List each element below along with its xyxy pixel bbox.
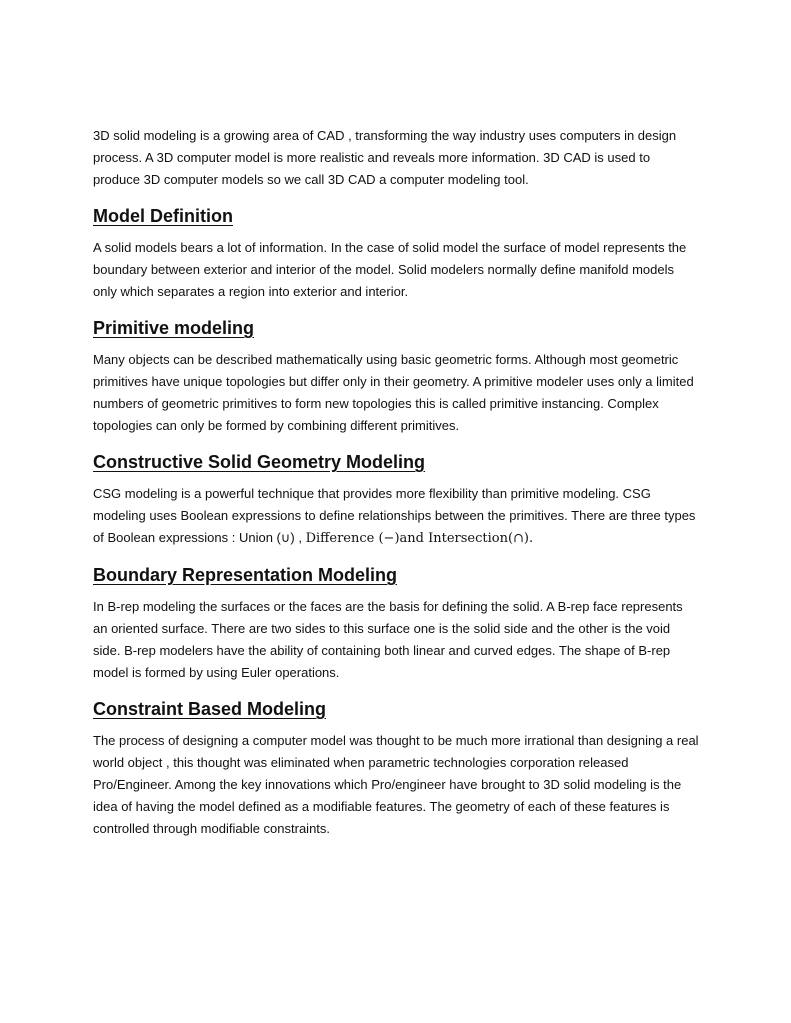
section-body-constraint-modeling: The process of designing a computer model was thought to be much more irrational than designing a real world object , this thought was eliminated when parametric technologies corporation released Pro/Engineer. Among the key innovations which Pro/engineer have brought to 3D solid modeling is the idea of having the model defined as a modifiable features. The geometry of each of these features is controlled through modifiable constraints. — [93, 733, 699, 836]
section-body-csg-modeling — [93, 483, 699, 550]
intro-paragraph: 3D solid modeling is a growing area of CAD , transforming the way industry uses computers in design process. A 3D computer model is more realistic and reveals more information. 3D CAD is used to produce 3D computer models so we call 3D CAD a computer modeling tool. — [93, 128, 677, 187]
section-heading-primitive-modeling: Primitive modeling — [93, 318, 255, 338]
section-body-brep-modeling: In B-rep modeling the surfaces or the faces are the basis for defining the solid. A B-rep face represents an oriented surface. There are two sides to this surface one is the solid side and the other is the void side. B-rep modelers have the ability of containing both linear and curved edges. The shape of B-rep model is formed by using Euler operations. — [93, 599, 683, 680]
section-body-primitive-modeling: Many objects can be described mathematically using basic geometric forms. Although most geometric primitives have unique topologies but differ only in their geometry. A primitive modeler uses only a limited numbers of geometric primitives to form new topologies this is called primitive instancing. Complex topologies can only be formed by combining different primitives. — [93, 352, 694, 433]
section-heading-model-definition: Model Definition — [93, 206, 233, 226]
section-heading-constraint-modeling: Constraint Based Modeling — [93, 699, 327, 719]
section-body-model-definition: A solid models bears a lot of information. In the case of solid model the surface of model represents the boundary between exterior and interior of the model. Solid modelers normally define manifold models only which separates a region into exterior and interior. — [93, 240, 687, 299]
csg-body-math: Difference (−)and Intersection(∩). — [305, 531, 534, 546]
csg-body-text: CSG modeling is a powerful technique that provides more flexibility than primitive modeling. CSG modeling uses Boolean expressions to define relationships between the primitives. There are three types of Boolean expressions : Union (∪) , — [93, 486, 696, 545]
document-page — [93, 125, 699, 840]
section-heading-csg-modeling: Constructive Solid Geometry Modeling — [93, 452, 426, 472]
section-heading-brep-modeling: Boundary Representation Modeling — [93, 565, 398, 585]
